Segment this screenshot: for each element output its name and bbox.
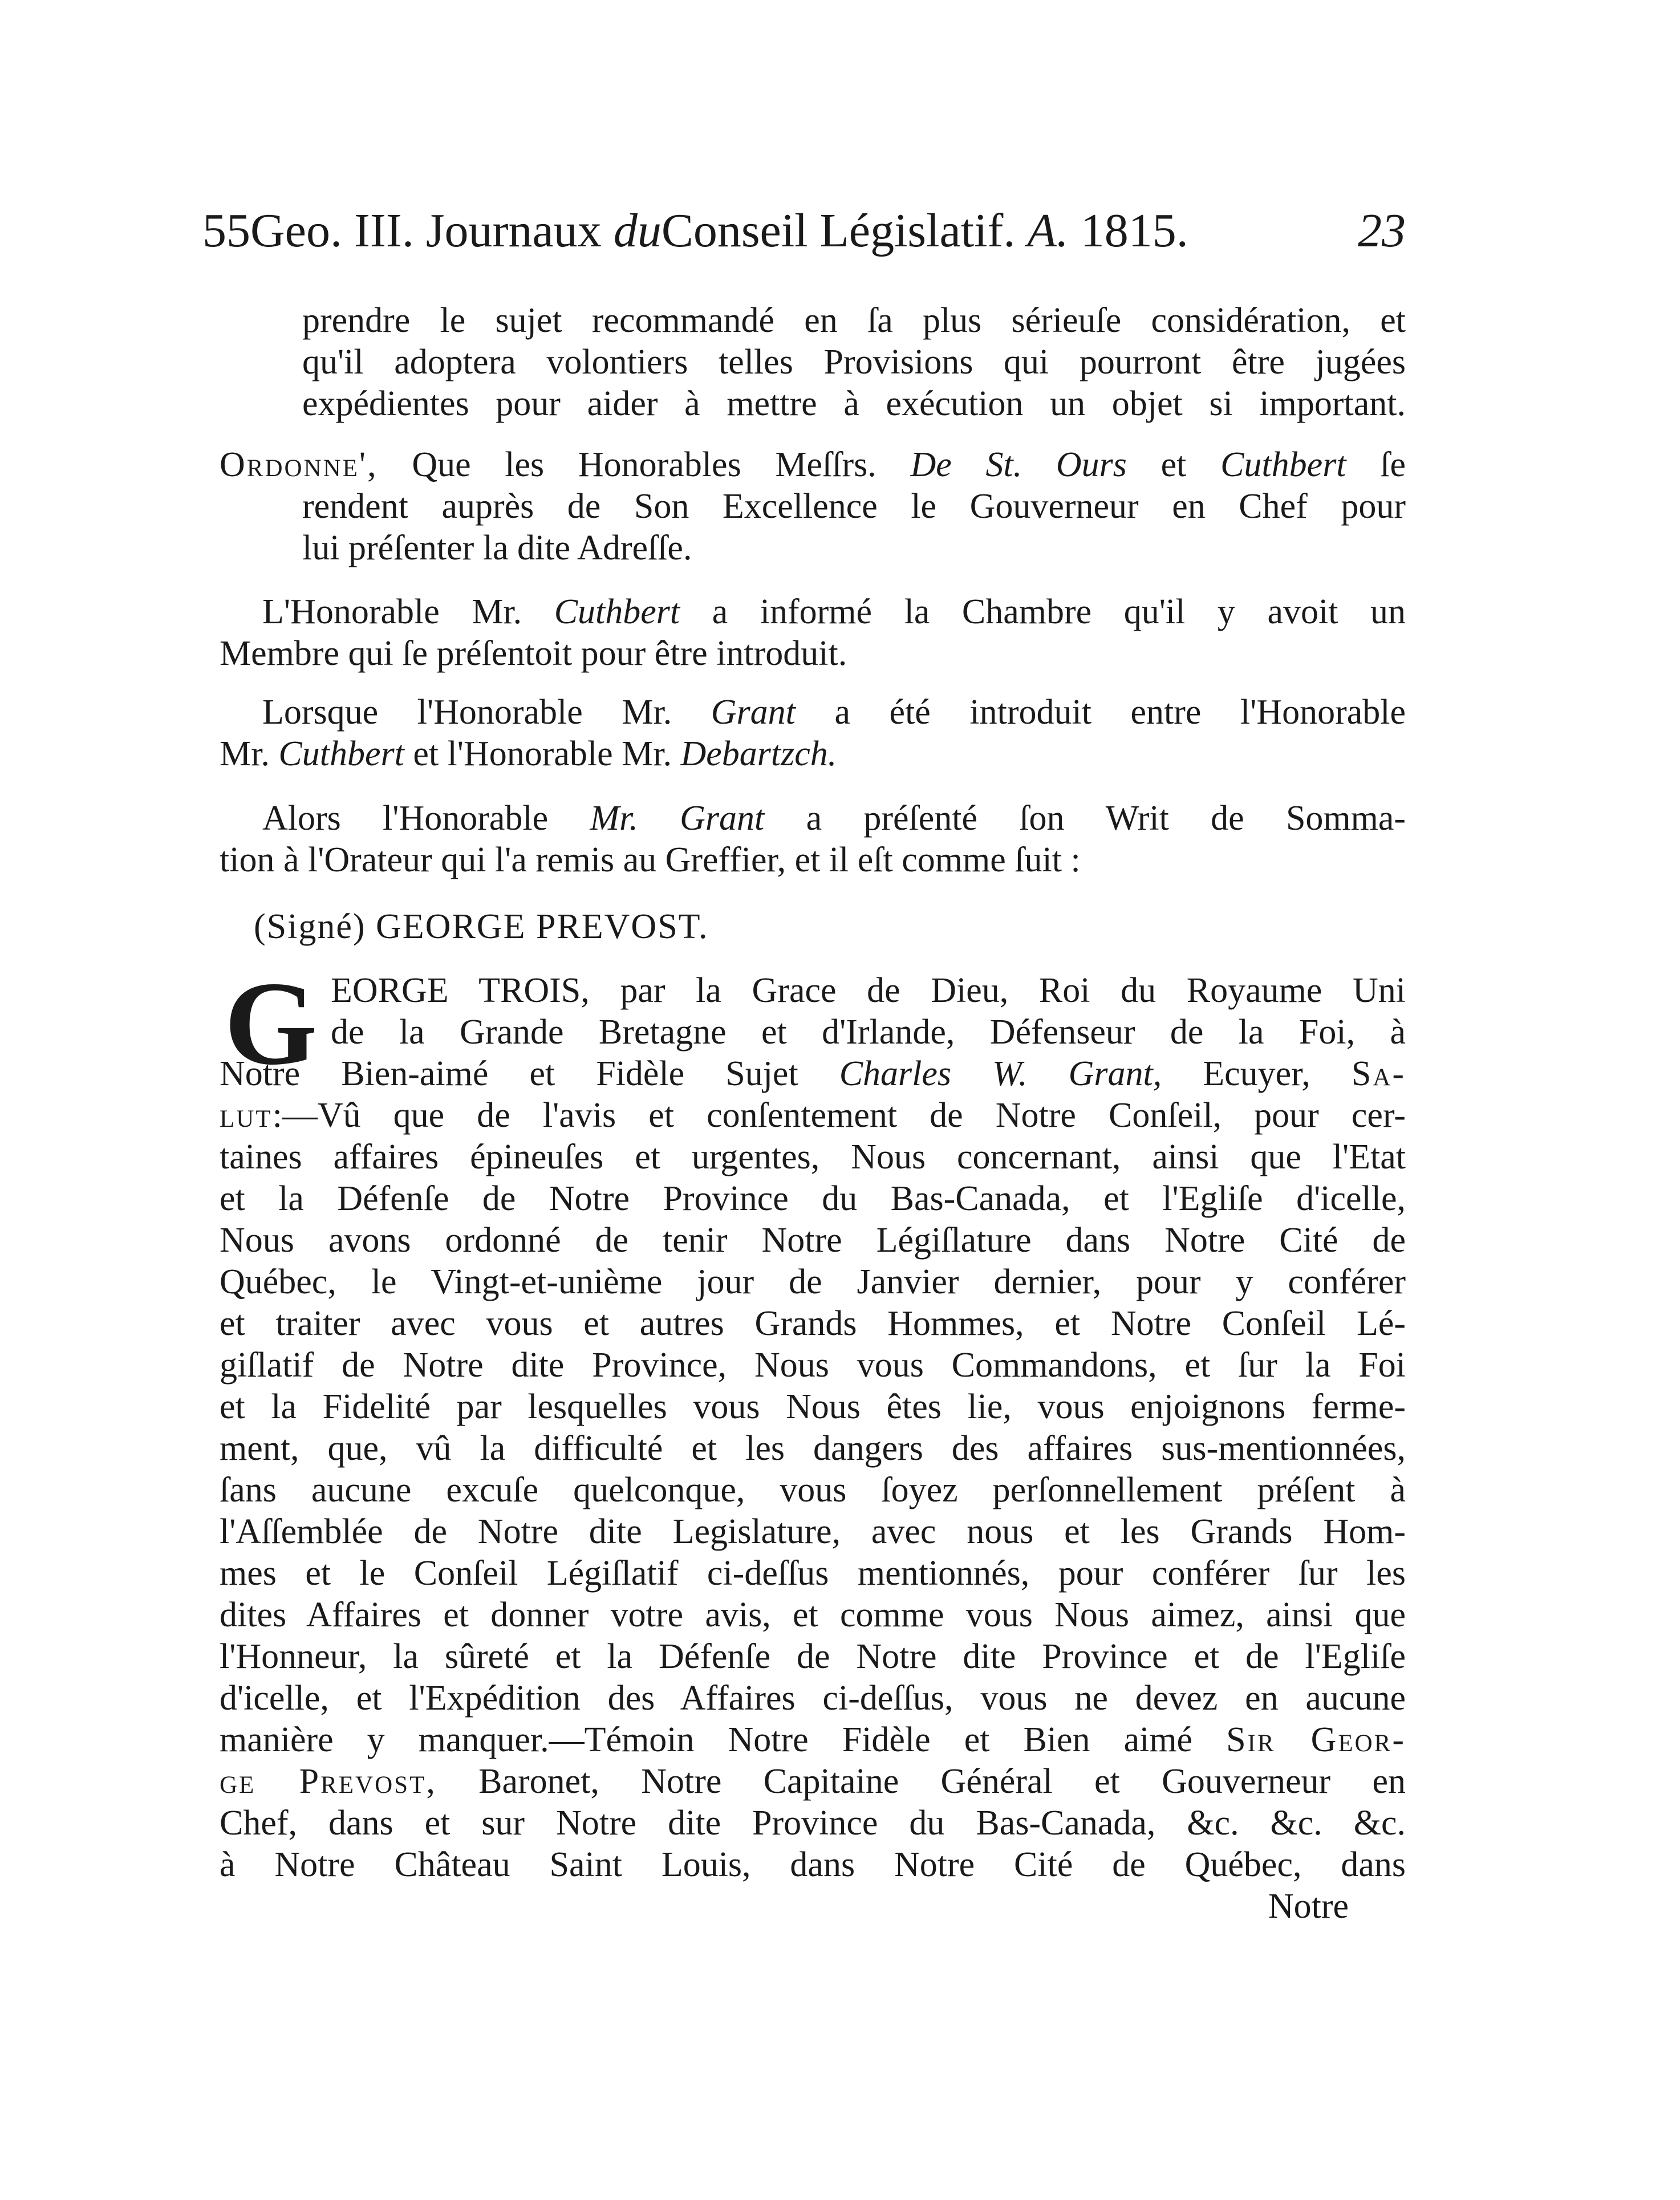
writ-line13: ſans aucune excuſe quelconque, vous ſoyez perſonnellement préſent à bbox=[220, 1471, 1406, 1509]
name-mr-grant: Mr. Grant bbox=[590, 799, 765, 838]
writ-line2: de la Grande Bretagne et d'Irlande, Défenseur de la Foi, à bbox=[331, 1013, 1406, 1052]
para2-line2: rendent auprès de Son Excellence le Gouverneur en Chef pour bbox=[302, 487, 1406, 526]
page-number: 23 bbox=[1358, 204, 1406, 257]
writ-line20 bbox=[220, 1760, 1406, 1803]
writ-line19-text: manière y manquer.—Témoin Notre Fidèle et Bien aimé bbox=[220, 1720, 1193, 1759]
para1-line2: qu'il adoptera volontiers telles Provisions qui pourront être jugées bbox=[302, 343, 1406, 381]
catchword: Notre bbox=[1268, 1887, 1349, 1926]
header-title-du: du bbox=[613, 204, 662, 257]
writ-line11: et la Fidelité par lesquelles vous Nous êtes lie, vous enjoignons ferme- bbox=[220, 1387, 1406, 1426]
name-sir-george-start: Sir Geor- bbox=[1226, 1720, 1406, 1759]
para4-line1 bbox=[262, 691, 1406, 733]
para5-text-c: a préſenté ſon Writ de Somma- bbox=[806, 799, 1406, 838]
para4-line2 bbox=[220, 733, 1406, 775]
para2-text-a: Que les Honorables Meſſrs. bbox=[412, 445, 876, 484]
writ-line3-text-a: Notre Bien-aimé et Fidèle Sujet bbox=[220, 1054, 798, 1093]
header-year: 1815. bbox=[1080, 204, 1188, 257]
name-debartzch: Debartzch. bbox=[680, 734, 837, 773]
para3-line1 bbox=[262, 591, 1406, 633]
header-title-part1: Geo. III. Journaux bbox=[250, 204, 602, 257]
name-cuthbert-3: Cuthbert bbox=[278, 734, 404, 773]
writ-line20-text: Baronet, Notre Capitaine Général et Gouverneur en bbox=[478, 1762, 1406, 1801]
writ-line21: Chef, dans et sur Notre dite Province du Bas-Canada, &c. &c. &c. bbox=[220, 1804, 1406, 1842]
para5-line2: tion à l'Orateur qui l'a remis au Greffier, et il eſt comme ſuit : bbox=[220, 841, 1081, 879]
writ-line14: l'Aſſemblée de Notre dite Legislature, avec nous et les Grands Hom- bbox=[220, 1512, 1406, 1551]
para4-text-c2: et l'Honorable Mr. bbox=[413, 734, 672, 773]
para2-text-e: ſe bbox=[1380, 445, 1406, 484]
writ-line18: d'icelle, et l'Expédition des Affaires ci-deſſus, vous ne devez en aucune bbox=[220, 1679, 1406, 1718]
writ-line16: dites Affaires et donner votre avis, et comme vous Nous aimez, ainsi que bbox=[220, 1596, 1406, 1634]
writ-line10: giſlatif de Notre dite Province, Nous vous Commandons, et ſur la Foi bbox=[220, 1346, 1406, 1385]
writ-line3-text-c: Ecuyer, bbox=[1203, 1054, 1310, 1093]
writ-line1: EORGE TROIS, par la Grace de Dieu, Roi du Royaume Uni bbox=[331, 971, 1406, 1010]
name-grant: Grant bbox=[711, 693, 796, 732]
writ-line17: l'Honneur, la sûreté et la Défenſe de Notre dite Province et de l'Egliſe bbox=[220, 1637, 1406, 1676]
name-cuthbert: Cuthbert bbox=[1220, 445, 1346, 484]
para3-text-c: a informé la Chambre qu'il y avoit un bbox=[712, 592, 1406, 631]
writ-line4 bbox=[220, 1094, 1406, 1136]
writ-salut-start: Sa- bbox=[1351, 1054, 1406, 1093]
signed-line: (Signé) GEORGE PREVOST. bbox=[254, 907, 709, 946]
writ-line8: Québec, le Vingt-et-unième jour de Janvier dernier, pour y conférer bbox=[220, 1263, 1406, 1301]
writ-line12: ment, que, vû la difficulté et les dangers des affaires sus-mentionnées, bbox=[220, 1429, 1406, 1468]
name-george-prevost-end: ge Prevost, bbox=[220, 1762, 437, 1801]
para4-text-a: Lorsque l'Honorable Mr. bbox=[262, 693, 672, 732]
para4-text-mr: Mr. bbox=[220, 734, 270, 773]
para1-line3: expédientes pour aider à mettre à exécution un objet si important. bbox=[302, 384, 1406, 423]
name-de-st-ours: De St. Ours bbox=[910, 445, 1127, 484]
para3-line2: Membre qui ſe préſentoit pour être introduit. bbox=[220, 634, 847, 673]
para4-text-c: a été introduit entre l'Honorable bbox=[834, 693, 1406, 732]
name-cuthbert-2: Cuthbert bbox=[554, 592, 680, 631]
writ-line15: mes et le Conſeil Légiſlatif ci-deſſus mentionnés, pour conférer ſur les bbox=[220, 1554, 1406, 1593]
para2-text-c: et bbox=[1160, 445, 1187, 484]
ordonne-label: Ordonne', bbox=[220, 445, 378, 484]
para2-line3: lui préſenter la dite Adreſſe. bbox=[302, 529, 692, 567]
header-left-number: 55 bbox=[202, 204, 250, 257]
para3-text-a: L'Honorable Mr. bbox=[262, 592, 522, 631]
header-title-a: A. bbox=[1027, 204, 1069, 257]
writ-line19 bbox=[220, 1719, 1406, 1761]
para5-text-a: Alors l'Honorable bbox=[262, 799, 549, 838]
drop-cap: G bbox=[224, 957, 318, 1090]
name-charles-w-grant: Charles W. Grant, bbox=[839, 1054, 1162, 1093]
header-title-part2: Conseil Législatif. bbox=[661, 204, 1016, 257]
writ-line6: et la Défenſe de Notre Province du Bas-Canada, et l'Egliſe d'icelle, bbox=[220, 1179, 1406, 1218]
writ-line4-text: :—Vû que de l'avis et conſentement de Notre Conſeil, pour cer- bbox=[272, 1096, 1406, 1135]
writ-line9: et traiter avec vous et autres Grands Hommes, et Notre Conſeil Lé- bbox=[220, 1304, 1406, 1343]
writ-line5: taines affaires épineuſes et urgentes, Nous concernant, ainsi que l'Etat bbox=[220, 1138, 1406, 1176]
writ-line3 bbox=[220, 1053, 1406, 1095]
para5-line1 bbox=[262, 797, 1406, 839]
running-header bbox=[202, 197, 1406, 265]
para2-line1 bbox=[220, 444, 1406, 486]
writ-line7: Nous avons ordonné de tenir Notre Légiſlature dans Notre Cité de bbox=[220, 1221, 1406, 1260]
writ-line22: à Notre Château Saint Louis, dans Notre Cité de Québec, dans bbox=[220, 1845, 1406, 1884]
para1-line1: prendre le sujet recommandé en ſa plus sérieuſe considération, et bbox=[302, 301, 1406, 340]
writ-salut-end: lut bbox=[220, 1096, 273, 1135]
